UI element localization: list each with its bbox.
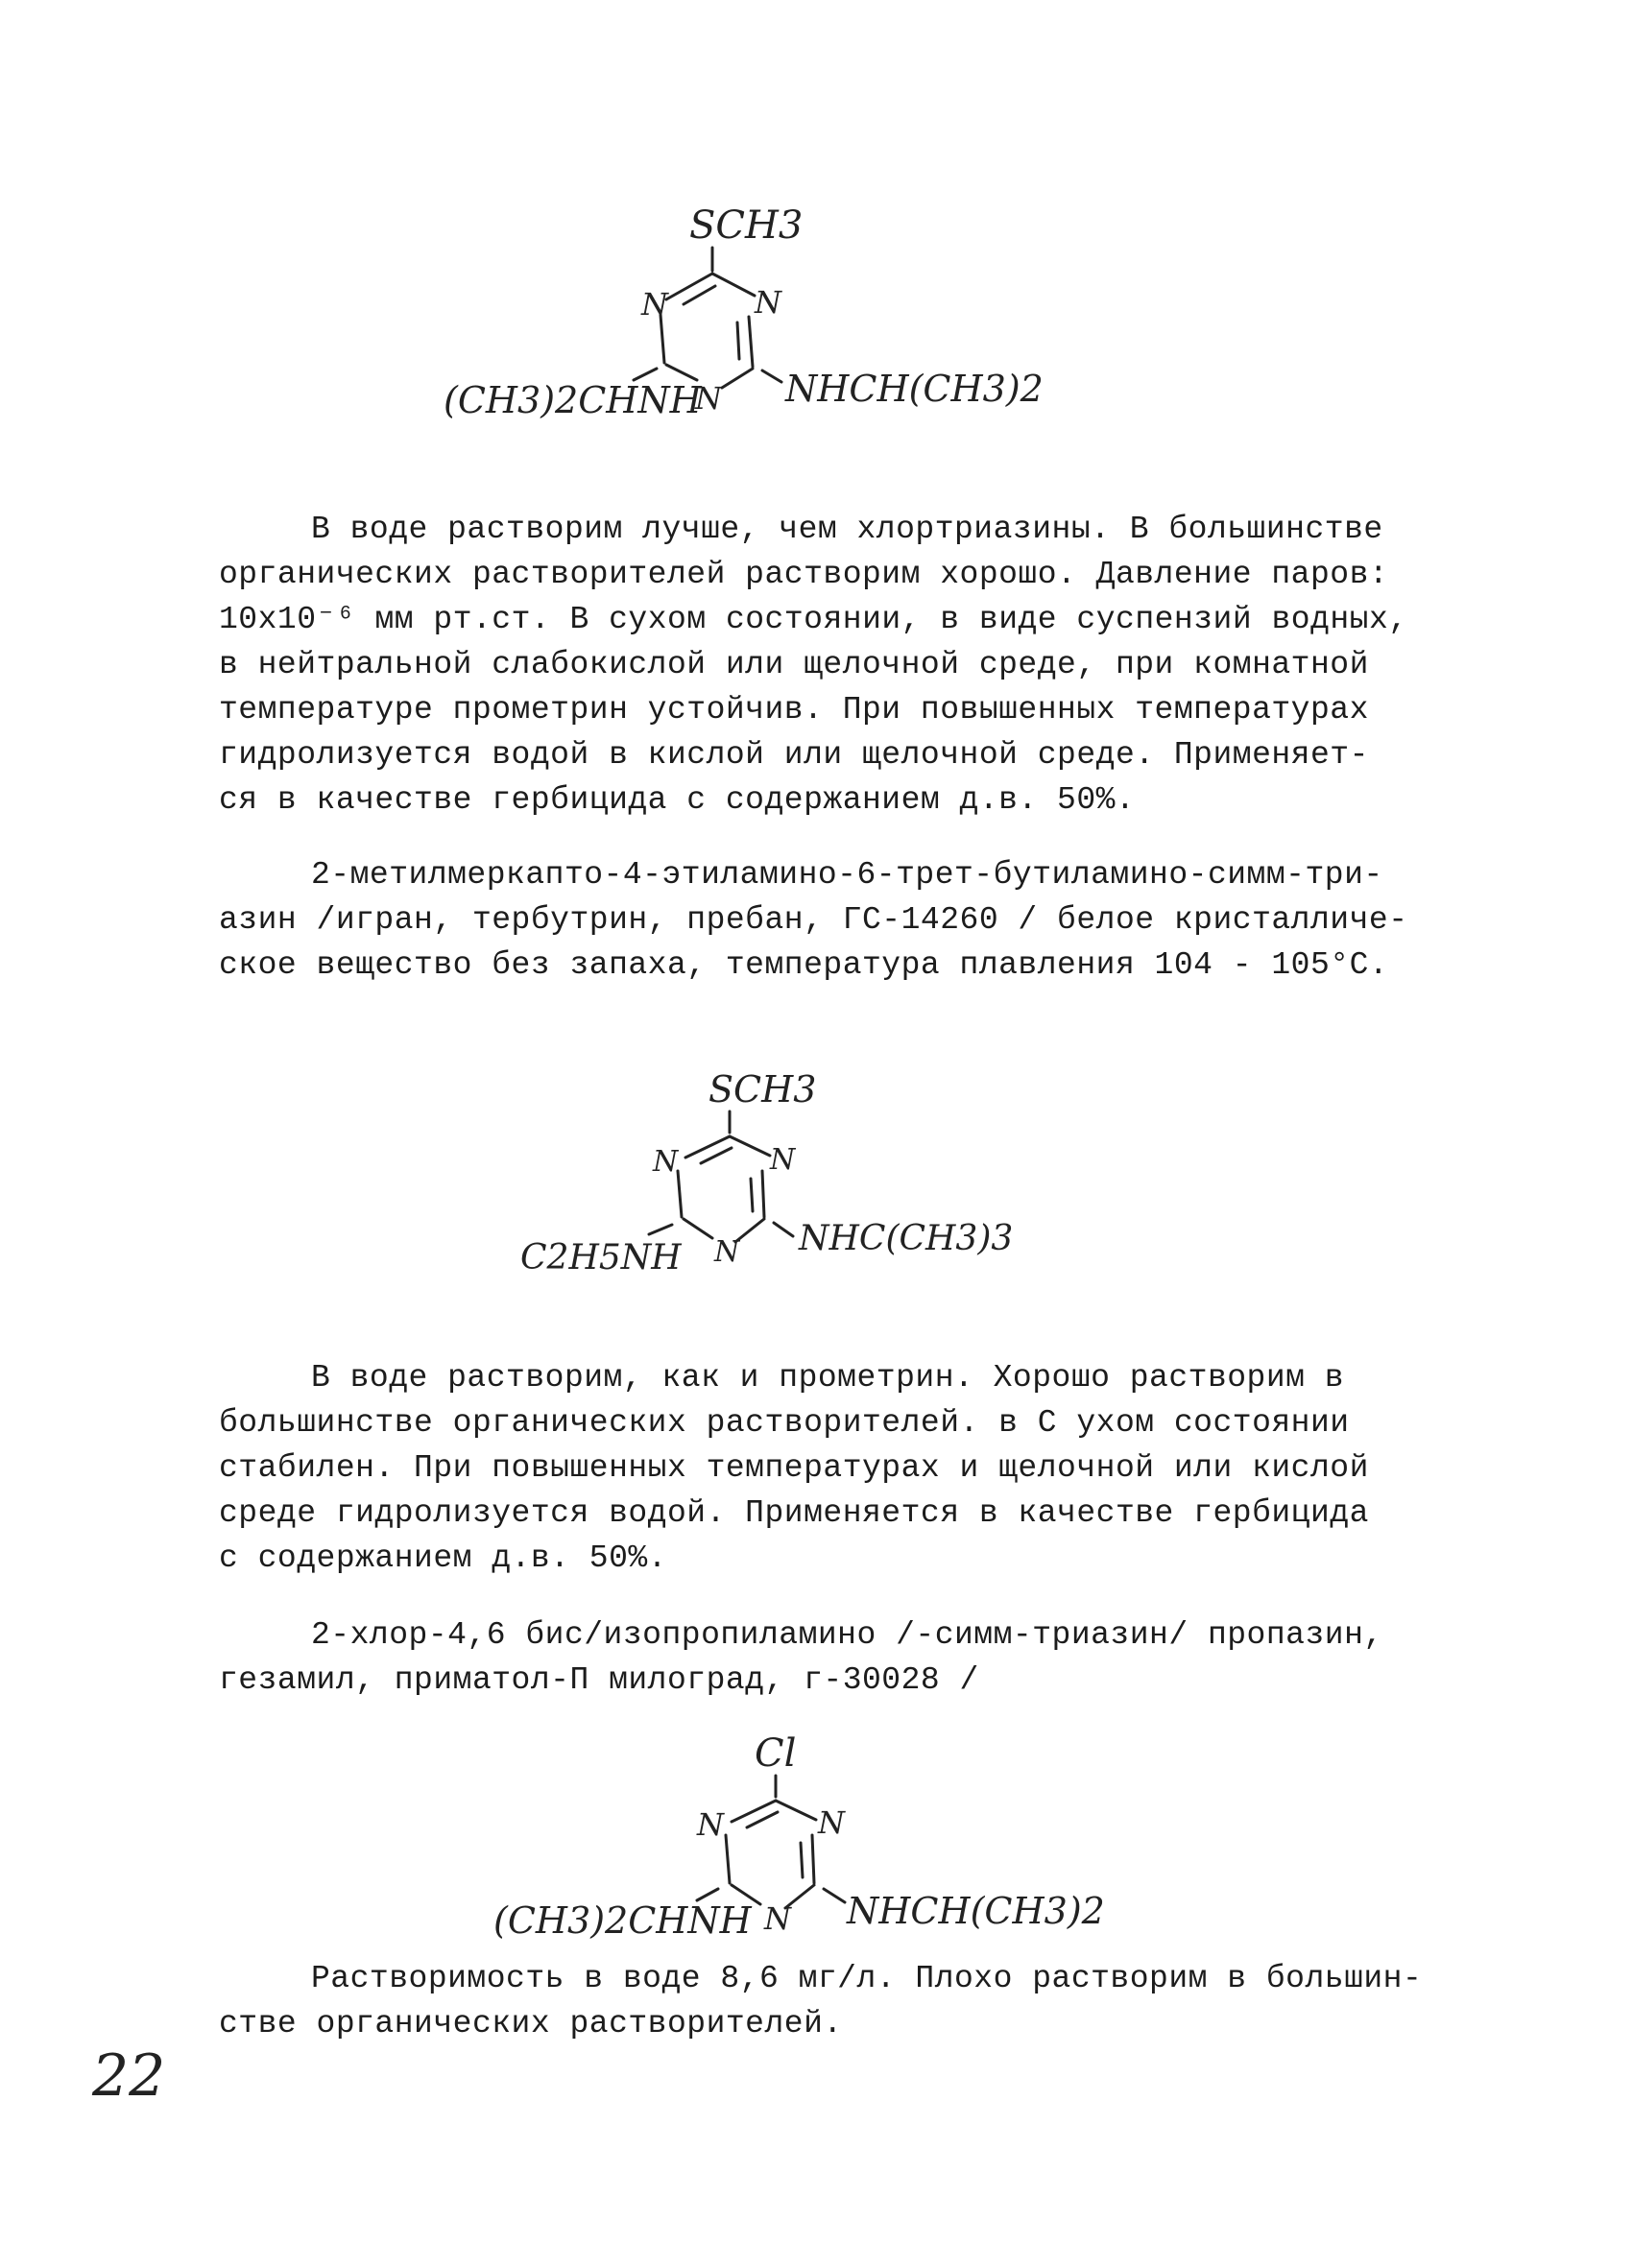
paragraph-terbutryn-description bbox=[219, 852, 1438, 988]
structure-left-group: (CH3)2CHNH bbox=[444, 379, 702, 421]
structure-top-group: SCH3 bbox=[708, 1068, 817, 1110]
text-line: гидролизуется водой в кислой или щелочной среде. Применяет- bbox=[219, 737, 1369, 773]
text-line: среде гидролизуется водой. Применяется в качестве гербицида bbox=[219, 1495, 1369, 1531]
text-line: ся в качестве гербицида с содержанием д.в. 50%. bbox=[219, 782, 1136, 818]
text-line: в нейтральной слабокислой или щелочной среде, при комнатной bbox=[219, 647, 1369, 682]
text-line: 10х10⁻⁶ мм рт.ст. В сухом состоянии, в виде суспензий водных, bbox=[219, 602, 1408, 637]
structure-top-group: SCH3 bbox=[689, 203, 804, 248]
text-line: ское вещество без запаха, температура плавления 104 - 105°С. bbox=[219, 947, 1389, 983]
structure-terbutryn bbox=[520, 1068, 1013, 1277]
text-line: В воде растворим лучше, чем хлортриазины. В большинстве bbox=[311, 512, 1383, 547]
ring-n-left: N bbox=[653, 1145, 679, 1179]
text-line: азин /игран, тербутрин, пребан, ГС-14260 / белое кристалличе- bbox=[219, 902, 1408, 938]
paragraph-terbutryn-properties bbox=[219, 1355, 1438, 1581]
structure-propazine bbox=[493, 1731, 1105, 1942]
text-line: 2-метилмеркапто-4-этиламино-6-трет-бутиламино-симм-три- bbox=[311, 857, 1383, 893]
paragraph-propazine-properties bbox=[219, 1956, 1438, 2046]
text-line: с содержанием д.в. 50%. bbox=[219, 1540, 667, 1576]
text-line: органических растворителей растворим хорошо. Давление паров: bbox=[219, 557, 1389, 592]
text-line: В воде растворим, как и прометрин. Хорошо растворим в bbox=[311, 1360, 1345, 1396]
page-number: 22 bbox=[92, 2042, 166, 2110]
structure-right-group: NHCH(CH3)2 bbox=[785, 368, 1044, 410]
structure-top-group: Cl bbox=[755, 1731, 797, 1776]
text-line: температуре прометрин устойчив. При повышенных температурах bbox=[219, 692, 1369, 728]
ring-n-bottom: N bbox=[714, 1235, 740, 1269]
ring-n-right: N bbox=[755, 284, 781, 321]
ring-n-left: N bbox=[697, 1806, 724, 1843]
ring-n-bottom: N bbox=[695, 380, 722, 417]
structure-right-group: NHCH(CH3)2 bbox=[847, 1890, 1105, 1932]
structure-right-group: NHC(CH3)3 bbox=[799, 1219, 1014, 1258]
text-line: стабилен. При повышенных температурах и щелочной или кислой bbox=[219, 1450, 1369, 1486]
paragraph-prometryn-properties bbox=[219, 507, 1438, 823]
structure-left-group: C2H5NH bbox=[520, 1238, 682, 1277]
text-line: Растворимость в воде 8,6 мг/л. Плохо растворим в большин- bbox=[311, 1961, 1423, 1996]
text-line: стве органических растворителей. bbox=[219, 2006, 843, 2041]
ring-n-bottom: N bbox=[764, 1900, 791, 1937]
structure-left-group: (CH3)2CHNH bbox=[493, 1899, 752, 1942]
structure-prometryn bbox=[444, 203, 1044, 421]
text-line: гезамил, приматол-П милоград, г-30028 / bbox=[219, 1662, 979, 1698]
ring-n-right: N bbox=[818, 1804, 845, 1841]
ring-n-left: N bbox=[641, 286, 668, 322]
text-line: 2-хлор-4,6 бис/изопропиламино /-симм-триазин/ пропазин, bbox=[311, 1617, 1383, 1653]
ring-n-right: N bbox=[770, 1143, 796, 1177]
text-line: большинстве органических растворителей. в С ухом состоянии bbox=[219, 1405, 1350, 1441]
paragraph-propazine-description bbox=[219, 1612, 1438, 1703]
